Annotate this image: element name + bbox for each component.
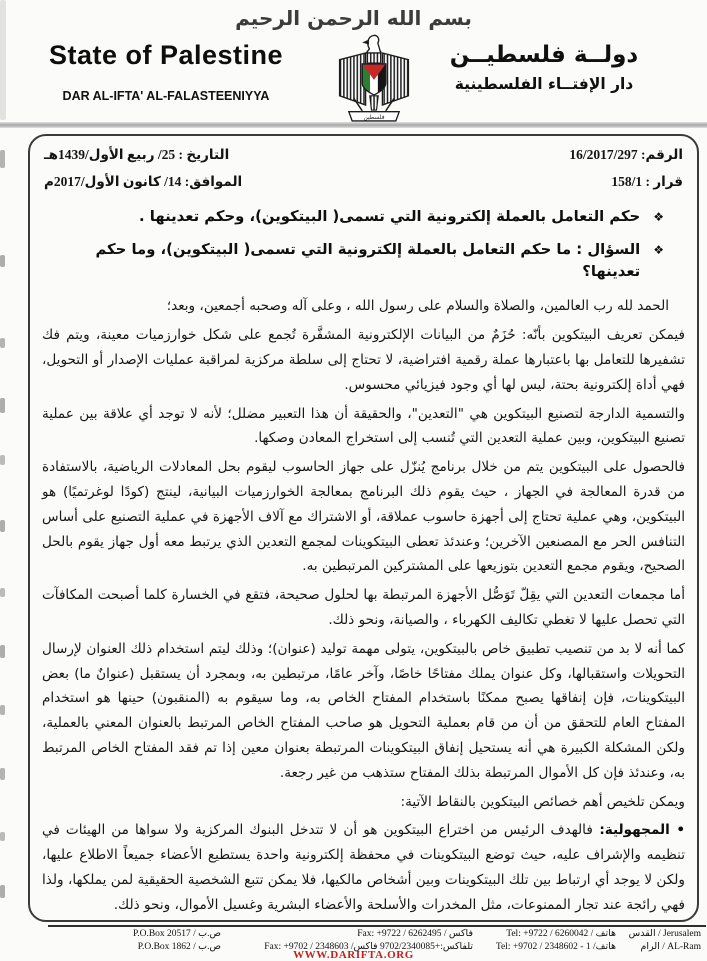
svg-text:فلسطين: فلسطين (363, 114, 385, 121)
diamond-bullet-icon: ❖ (653, 210, 664, 224)
dar-alifta-subtitle-ar: دار الإفتــاء الفلسطينية (454, 75, 634, 93)
paragraph-definition: فيمكن تعريف البيتكوين بأنّه: حُزَمٌ من البيانات الإلكترونية المشفَّرة تُجمع على شكل خوارزميات معينة، ويتم فك تشفيرها للتعامل بها باعتبارها عملة رقمية افتراضية، لا تحتاج إلى سلطة مركزية لمراقبة عمليات الإصدار أو التحويل، فهي أداة إلكترونية بحتة، ليس لها أي وجود فيزيائي محسوس. (42, 327, 685, 393)
dar-alifta-subtitle-en: DAR AL-IFTA' AL-FALASTEENIYYA (62, 89, 270, 103)
english-letterhead (18, 40, 314, 103)
footer-row-jerusalem (46, 928, 705, 941)
fatwa-document-box (28, 134, 699, 922)
date-hijri: التاريخ : 25/ ربيع الأول/1439هـ (44, 147, 230, 162)
scan-artifact (0, 520, 5, 532)
scan-artifact (0, 455, 5, 465)
bismillah-calligraphy: بسم الله الرحمن الرحيم (235, 6, 472, 30)
fatwa-body-text (39, 294, 688, 917)
scan-artifact (0, 0, 6, 120)
scan-artifact (0, 832, 5, 841)
paragraph-summary-intro: ويمكن تلخيص أهم خصائص البيتكوين بالنقاط الآتية: (400, 793, 685, 810)
scan-artifact (0, 150, 5, 168)
scan-artifact (0, 255, 5, 267)
state-title-ar: دولــة فلسطيــن (449, 42, 639, 68)
scan-artifact (0, 885, 5, 898)
paragraph-mining-term: والتسمية الدارجة لتصنيع البيتكوين هي "التعدين"، والحقيقة أن هذا التعبير مضلل؛ لأنه لا توجد أي علاقة بين عملية تصنيع البيتكوين، وبين عملية التعدين التي تُنسب إلى استخراج المعادن وصكها. (42, 405, 685, 447)
palestine-coat-of-arms-icon (330, 32, 418, 126)
paragraph-wallet-keys: كما أنه لا بد من تنصيب تطبيق خاص بالبيتكوين، يتولى مهمة توليد (عنوان)؛ وذلك ليتم استخدام ذلك العنوان لإرسال التحويلات واستقبالها، وكل عنوان يملك مفتاحًا خاصًا، وآخر عامًا، مرتبطين به، وبمجرد أن يستقبل (عنوانٌ ما) بعض البيتكوينات، فإن إنفاقها يصبح ممكنًا باستخدام المفتاح الخاص به، وما سيقوم به (المنقبون) حينها هو استخدام المفتاح العام للتحقق من أن من قام بعملية التحويل هو صاحب المفتاح الخاص المرتبط بالعنوان المعني بالعملية، ولكن المشكلة الكبيرة هي أنه يستحيل إنفاق البيتكوينات المرتبطة بعنوان معين إذا تم فقد المفتاح الخاص المرتبط به، وعندئذ فإن كل الأموال المرتبطة بذلك المفتاح ستذهب من غير رجعة. (42, 640, 685, 781)
paragraph-mining-pools: أما مجمعات التعدين التي يقِلّ تَوَصُّل الأجهزة المرتبطة بها لحلول صحيحة، فتقع في الخسارة كلما أصبحت المكافآت التي تحصل عليها لا تغطي تكاليف الكهرباء ، والصيانة، ونحو ذلك. (42, 587, 685, 628)
city-jerusalem: القدس / Jerusalem (628, 929, 701, 939)
subject-question-text: السؤال : ما حكم التعامل بالعملة إلكترونية التي تسمى( البيتكوين)، وما حكم تعدينها؟ (95, 241, 641, 280)
tel-jerusalem: هاتف / Tel: +9722 / 6260042 (506, 929, 616, 939)
date-gregorian: الموافق: 14/ كانون الأول/2017م (44, 174, 243, 189)
subject-lines (39, 206, 688, 282)
pobox-jerusalem: ص.ب / P.O.Box 20517 (132, 929, 221, 939)
scan-artifact (0, 588, 5, 597)
state-title-en: State of Palestine (48, 40, 284, 70)
meta-row-1 (39, 146, 688, 164)
header-divider (0, 122, 707, 128)
scan-artifact (0, 645, 5, 658)
fax-alram: تلفاكس:+9702/2340085 فاكس/ Fax: +9702 / 2348603 (264, 941, 473, 952)
city-alram: الرام / AL-Ram (640, 941, 701, 952)
website-url: WWW.DARIFTA.ORG (293, 949, 414, 961)
tel-alram: هاتف/ Tel: +9702 / 2348602 - 1 (495, 941, 616, 952)
scan-artifact (0, 338, 5, 348)
fax-jerusalem: فاكس / Fax: +9722 / 6262495 (357, 929, 473, 939)
paragraph-how-obtained: فالحصول على البيتكوين يتم من خلال برنامج يُنزّل على جهاز الحاسوب ليقوم بحل المعادلات الرياضية، بالاستفادة من قدرة المعالجة في الجهاز ، حيث يقوم ذلك البرنامج بمعالجة الخوارزميات البيانية، لينتج (كودًا لوغرتميًا) هو البيتكوين، وهي عملية تحتاج إلى أجهزة حاسوب عملاقة، أو الاشتراك مع آلاف الأجهزة في عملية التصنيع على أساس التنافس الحر مع المصنعين الآخرين؛ وعندئذ تعطى البيتكوينات لمجمع التعدين الذي يرتبط معه أول جهاز يقوم بالحل الصحيح، ويقوم مجمع التعدين بتوزيعها على المشتركين المرتبطين به. (42, 459, 685, 575)
scan-artifact (0, 705, 5, 715)
document-number: الرقم: 16/2017/297 (569, 147, 683, 162)
arabic-letterhead (419, 42, 669, 93)
decision-number: قرار : 158/1 (611, 174, 683, 189)
footer-divider (48, 925, 706, 927)
scan-artifact (0, 398, 5, 413)
subject-question (45, 239, 664, 282)
pobox-alram: ص.ب / P.O.Box 1862 (137, 941, 221, 952)
scan-artifact (0, 768, 5, 780)
meta-row-2 (39, 173, 688, 191)
anonymity-text: فالهدف الرئيس من اختراع البيتكوين هو أن لا تتدخل البنوك المركزية ولا سواها من الهيئات في تنظيمه والإشراف عليه، حيث توضع البيتكوينات في محفظة إلكترونية واحدة يستطيع الأعضاء جميعاً الاطلاع عليها، ولكن لا يوجد أي ارتباط بين تلك البيتكوينات وبين أشخاص مالكيها، فلا يمكن تتبع الشخصية الحقيقية لمن يملكها، ولذا فهي رائجة عند تجار الممنوعات، مثل المخدرات والأسلحة والأعضاء البشرية وغسيل الأموال، ونحو ذلك. (42, 822, 685, 913)
paragraph-anonymity (42, 818, 685, 917)
bullet-marker: • (676, 822, 686, 839)
anonymity-term: المجهولية: (599, 822, 670, 839)
subject-title (45, 206, 664, 227)
subject-title-text: حكم التعامل بالعملة إلكترونية التي تسمى( البيتكوين)، وحكم تعدينها . (138, 208, 641, 225)
paragraph-hamd: الحمد لله رب العالمين، والصلاة والسلام على رسول الله ، وعلى آله وصحبه أجمعين، وبعد؛ (166, 298, 669, 315)
diamond-bullet-icon: ❖ (653, 243, 664, 258)
